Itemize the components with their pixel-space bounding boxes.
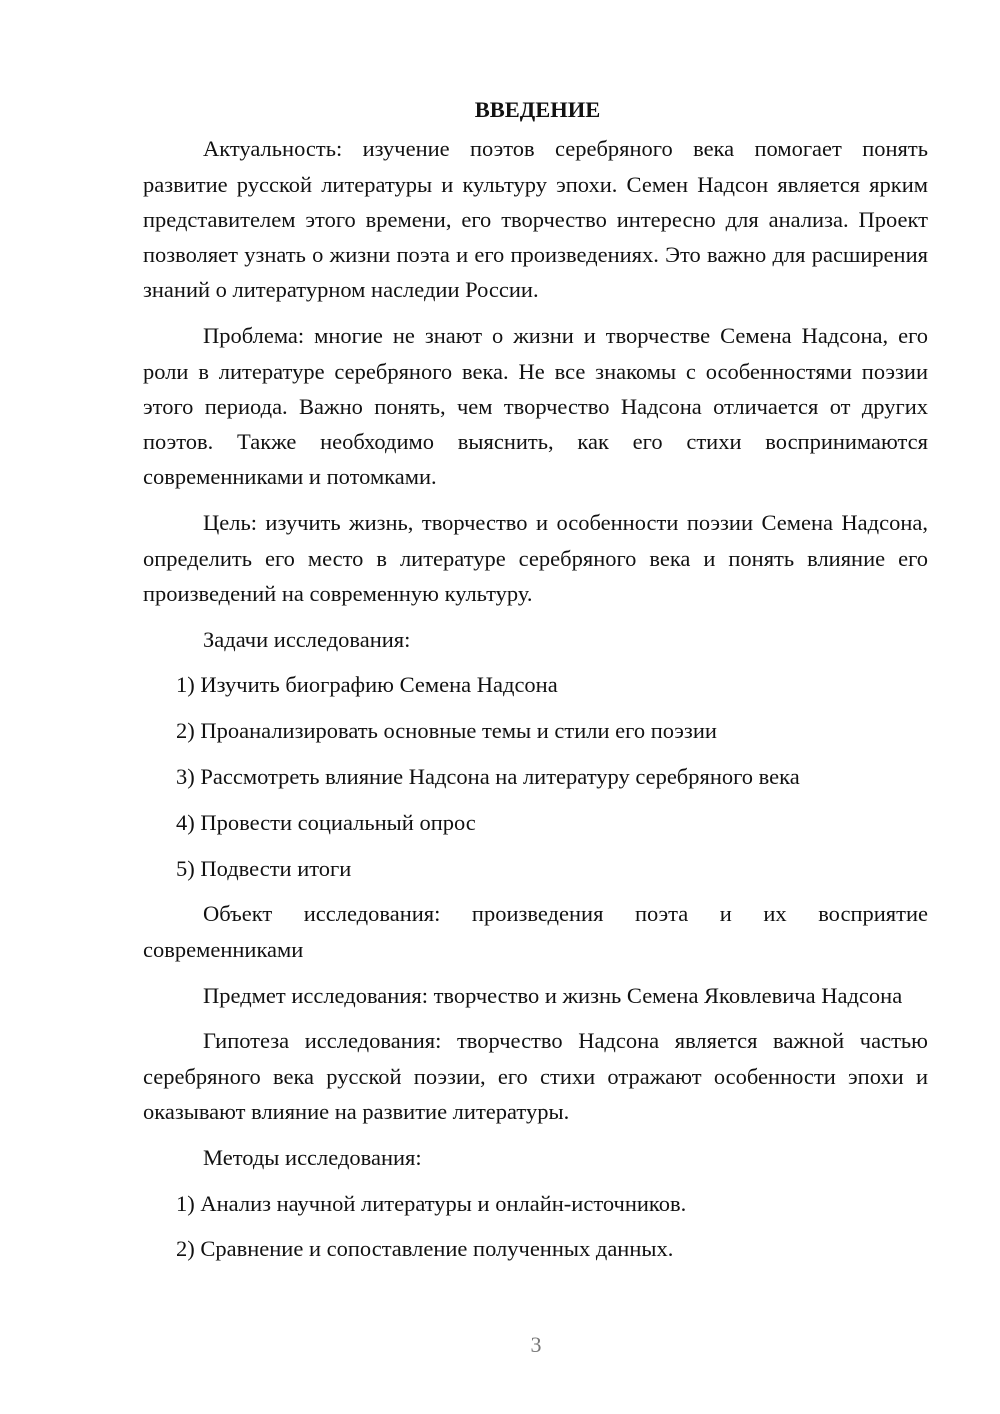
list-item: 1) Изучить биографию Семена Надсона: [176, 672, 558, 698]
list-item: 2) Проанализировать основные темы и стили его поэзии: [176, 718, 717, 744]
list-item: 2) Сравнение и сопоставление полученных данных.: [176, 1236, 674, 1262]
list-item: 3) Рассмотреть влияние Надсона на литературу серебряного века: [176, 764, 800, 790]
methods-heading: Методы исследования:: [203, 1144, 422, 1170]
goal-paragraph: Цель: изучить жизнь, творчество и особенности поэзии Семена Надсона, определить его место в литературе серебряного века и понять влияние его произведений на современную культуру.: [143, 510, 928, 606]
relevance-paragraph: Актуальность: изучение поэтов серебряного века помогает понять развитие русской литературы и культуру эпохи. Семен Надсон является ярким представителем этого времени, его творчество интересно для анализа. Проект позволяет узнать о жизни поэта и его произведениях. Это важно для расширения знаний о литературном наследии России.: [143, 136, 928, 303]
section-title: ВВЕДЕНИЕ: [474, 97, 601, 122]
problem-paragraph: Проблема: многие не знают о жизни и творчестве Семена Надсона, его роли в литературе серебряного века. Не все знакомы с особенностями поэзии этого периода. Важно понять, чем творчество Надсона отличается от других поэтов. Также необходимо выяснить, как его стихи воспринимаются современниками и потомками.: [143, 323, 928, 490]
list-item: 1) Анализ научной литературы и онлайн-источников.: [176, 1190, 687, 1216]
object-paragraph: Объект исследования: произведения поэта и их восприятие современниками: [143, 901, 928, 962]
hypothesis-paragraph: Гипотеза исследования: творчество Надсона является важной частью серебряного века русской поэзии, его стихи отражают особенности эпохи и оказывают влияние на развитие литературы.: [143, 1028, 928, 1124]
list-item: 5) Подвести итоги: [176, 855, 352, 881]
list-item: 4) Провести социальный опрос: [176, 809, 476, 835]
subject-paragraph: Предмет исследования: творчество и жизнь Семена Яковлевича Надсона: [203, 982, 903, 1008]
tasks-list: [143, 667, 928, 885]
methods-list: [143, 1186, 928, 1267]
page-content: [143, 92, 928, 1277]
page-number: 3: [530, 1332, 542, 1357]
tasks-heading: Задачи исследования:: [203, 626, 411, 652]
